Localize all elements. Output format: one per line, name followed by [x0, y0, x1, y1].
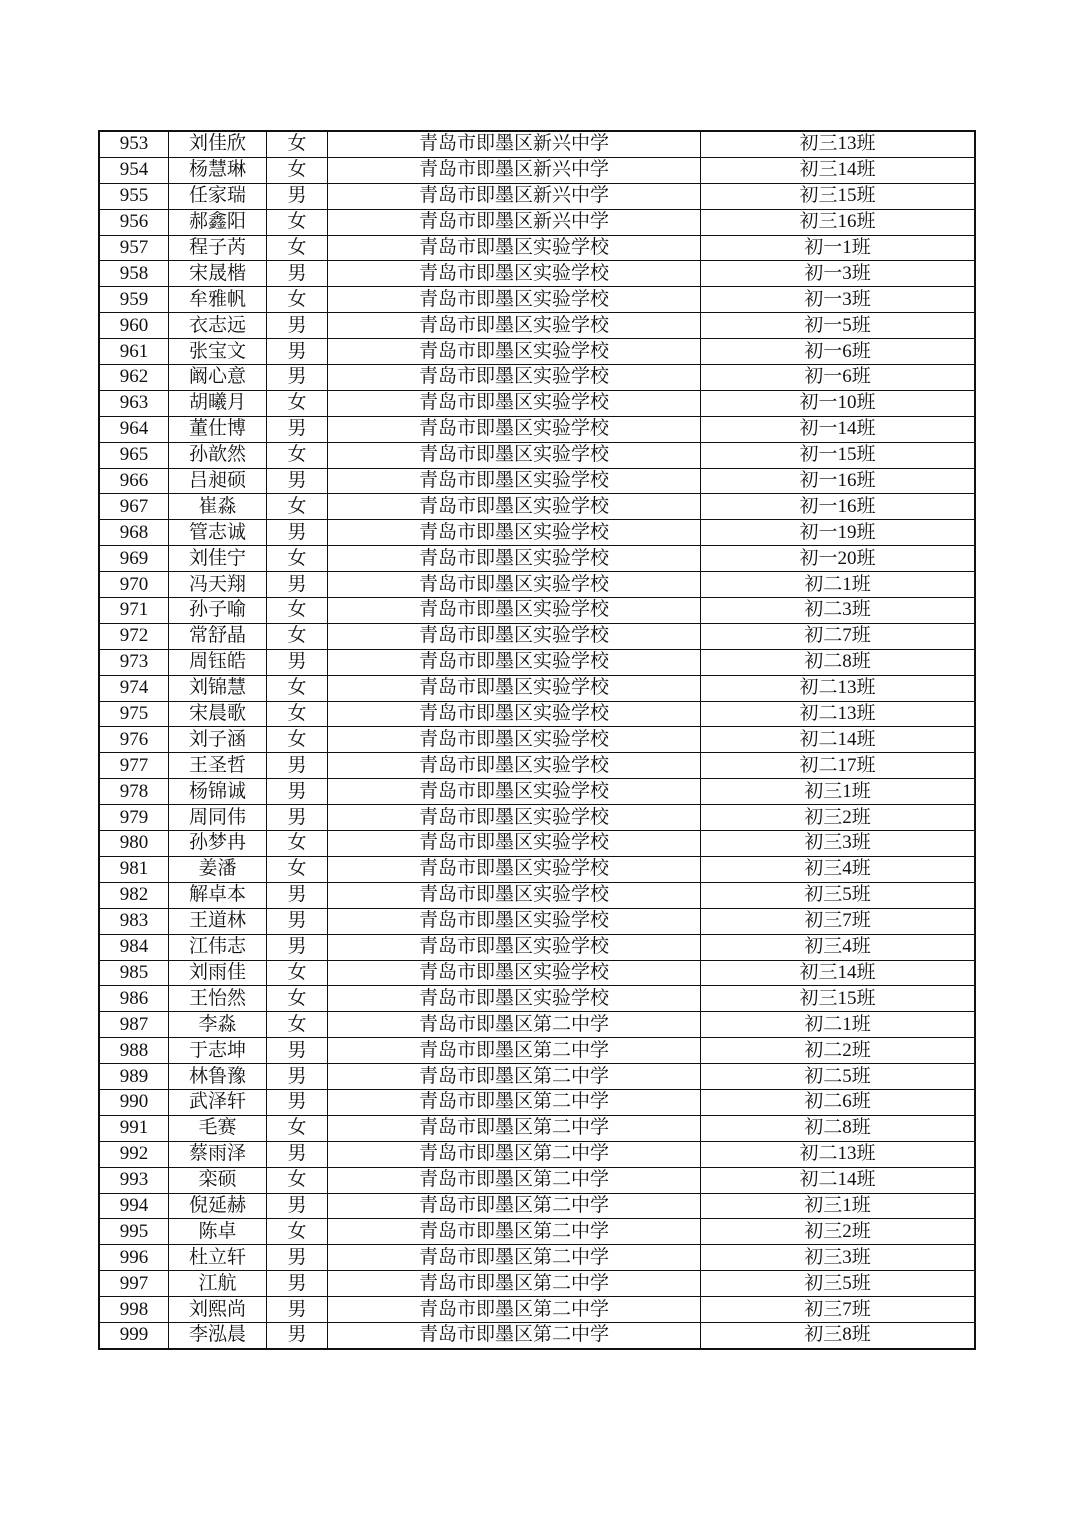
cell-class: 初三3班 — [701, 831, 976, 857]
cell-gender: 女 — [267, 1115, 328, 1141]
cell-class: 初二6班 — [701, 1089, 976, 1115]
cell-gender: 女 — [267, 856, 328, 882]
cell-number: 976 — [99, 727, 169, 753]
cell-number: 993 — [99, 1167, 169, 1193]
cell-school: 青岛市即墨区第二中学 — [328, 1322, 701, 1348]
cell-name: 刘佳欣 — [169, 131, 267, 157]
table-row — [99, 675, 975, 701]
cell-school: 青岛市即墨区第二中学 — [328, 1141, 701, 1167]
cell-school: 青岛市即墨区新兴中学 — [328, 209, 701, 235]
cell-gender: 男 — [267, 520, 328, 546]
cell-school: 青岛市即墨区实验学校 — [328, 442, 701, 468]
cell-name: 程子芮 — [169, 235, 267, 261]
cell-name: 倪延赫 — [169, 1193, 267, 1219]
cell-name: 任家瑞 — [169, 183, 267, 209]
table-row — [99, 1297, 975, 1323]
cell-name: 刘锦慧 — [169, 675, 267, 701]
cell-gender: 女 — [267, 986, 328, 1012]
table-row — [99, 882, 975, 908]
table-row — [99, 1219, 975, 1245]
table-row — [99, 1012, 975, 1038]
cell-number: 958 — [99, 261, 169, 287]
cell-gender: 男 — [267, 339, 328, 365]
cell-number: 953 — [99, 131, 169, 157]
cell-class: 初三1班 — [701, 779, 976, 805]
cell-school: 青岛市即墨区第二中学 — [328, 1115, 701, 1141]
cell-gender: 女 — [267, 390, 328, 416]
cell-name: 刘子涵 — [169, 727, 267, 753]
cell-school: 青岛市即墨区实验学校 — [328, 934, 701, 960]
cell-name: 杨慧琳 — [169, 157, 267, 183]
cell-number: 975 — [99, 701, 169, 727]
cell-name: 李泓晨 — [169, 1322, 267, 1348]
cell-name: 武泽轩 — [169, 1089, 267, 1115]
table-row — [99, 494, 975, 520]
cell-school: 青岛市即墨区实验学校 — [328, 520, 701, 546]
cell-gender: 女 — [267, 831, 328, 857]
cell-gender: 女 — [267, 546, 328, 572]
table-row — [99, 831, 975, 857]
cell-number: 981 — [99, 856, 169, 882]
cell-gender: 男 — [267, 1271, 328, 1297]
cell-number: 977 — [99, 753, 169, 779]
cell-number: 957 — [99, 235, 169, 261]
cell-class: 初二3班 — [701, 598, 976, 624]
cell-school: 青岛市即墨区实验学校 — [328, 986, 701, 1012]
cell-name: 管志诚 — [169, 520, 267, 546]
table-row — [99, 1271, 975, 1297]
cell-number: 955 — [99, 183, 169, 209]
cell-school: 青岛市即墨区第二中学 — [328, 1167, 701, 1193]
cell-gender: 男 — [267, 805, 328, 831]
cell-gender: 男 — [267, 1297, 328, 1323]
cell-school: 青岛市即墨区实验学校 — [328, 779, 701, 805]
cell-class: 初二14班 — [701, 727, 976, 753]
cell-gender: 女 — [267, 1012, 328, 1038]
cell-name: 李淼 — [169, 1012, 267, 1038]
table-row — [99, 339, 975, 365]
cell-school: 青岛市即墨区实验学校 — [328, 856, 701, 882]
table-row — [99, 1141, 975, 1167]
cell-gender: 男 — [267, 416, 328, 442]
cell-class: 初二7班 — [701, 623, 976, 649]
cell-class: 初一16班 — [701, 468, 976, 494]
cell-name: 崔淼 — [169, 494, 267, 520]
cell-name: 蔡雨泽 — [169, 1141, 267, 1167]
cell-name: 解卓本 — [169, 882, 267, 908]
cell-school: 青岛市即墨区实验学校 — [328, 390, 701, 416]
table-row — [99, 572, 975, 598]
cell-name: 胡曦月 — [169, 390, 267, 416]
cell-class: 初二2班 — [701, 1038, 976, 1064]
cell-class: 初二13班 — [701, 675, 976, 701]
cell-school: 青岛市即墨区实验学校 — [328, 339, 701, 365]
cell-name: 毛赛 — [169, 1115, 267, 1141]
cell-class: 初二14班 — [701, 1167, 976, 1193]
cell-class: 初二1班 — [701, 572, 976, 598]
cell-school: 青岛市即墨区第二中学 — [328, 1012, 701, 1038]
cell-gender: 男 — [267, 261, 328, 287]
table-row — [99, 287, 975, 313]
cell-school: 青岛市即墨区实验学校 — [328, 908, 701, 934]
cell-gender: 女 — [267, 727, 328, 753]
cell-class: 初一6班 — [701, 339, 976, 365]
cell-name: 吕昶硕 — [169, 468, 267, 494]
cell-name: 刘熙尚 — [169, 1297, 267, 1323]
table-row — [99, 1115, 975, 1141]
cell-name: 于志坤 — [169, 1038, 267, 1064]
cell-class: 初一14班 — [701, 416, 976, 442]
cell-class: 初二17班 — [701, 753, 976, 779]
cell-number: 965 — [99, 442, 169, 468]
cell-name: 王怡然 — [169, 986, 267, 1012]
cell-school: 青岛市即墨区新兴中学 — [328, 157, 701, 183]
cell-school: 青岛市即墨区实验学校 — [328, 416, 701, 442]
cell-gender: 男 — [267, 365, 328, 391]
cell-class: 初一20班 — [701, 546, 976, 572]
cell-gender: 男 — [267, 1193, 328, 1219]
table-row — [99, 856, 975, 882]
cell-class: 初一16班 — [701, 494, 976, 520]
cell-class: 初二13班 — [701, 1141, 976, 1167]
cell-school: 青岛市即墨区实验学校 — [328, 831, 701, 857]
cell-school: 青岛市即墨区第二中学 — [328, 1193, 701, 1219]
cell-name: 陈卓 — [169, 1219, 267, 1245]
cell-number: 961 — [99, 339, 169, 365]
cell-name: 刘雨佳 — [169, 960, 267, 986]
cell-number: 956 — [99, 209, 169, 235]
table-row — [99, 131, 975, 157]
cell-class: 初二5班 — [701, 1064, 976, 1090]
cell-gender: 男 — [267, 1038, 328, 1064]
cell-gender: 男 — [267, 313, 328, 339]
cell-school: 青岛市即墨区实验学校 — [328, 598, 701, 624]
cell-number: 966 — [99, 468, 169, 494]
cell-class: 初二8班 — [701, 1115, 976, 1141]
cell-name: 杨锦诚 — [169, 779, 267, 805]
cell-number: 982 — [99, 882, 169, 908]
cell-gender: 女 — [267, 287, 328, 313]
cell-school: 青岛市即墨区第二中学 — [328, 1064, 701, 1090]
cell-class: 初三8班 — [701, 1322, 976, 1348]
cell-gender: 女 — [267, 675, 328, 701]
cell-number: 980 — [99, 831, 169, 857]
table-row — [99, 1064, 975, 1090]
cell-school: 青岛市即墨区新兴中学 — [328, 131, 701, 157]
cell-class: 初一3班 — [701, 261, 976, 287]
table-body — [99, 131, 975, 1349]
cell-name: 林鲁豫 — [169, 1064, 267, 1090]
cell-number: 963 — [99, 390, 169, 416]
cell-school: 青岛市即墨区实验学校 — [328, 235, 701, 261]
cell-class: 初三1班 — [701, 1193, 976, 1219]
cell-gender: 女 — [267, 960, 328, 986]
student-list-table — [98, 130, 976, 1350]
cell-number: 972 — [99, 623, 169, 649]
table-row — [99, 779, 975, 805]
cell-number: 970 — [99, 572, 169, 598]
table-row — [99, 1089, 975, 1115]
cell-class: 初三15班 — [701, 986, 976, 1012]
cell-gender: 女 — [267, 701, 328, 727]
cell-name: 孙子喻 — [169, 598, 267, 624]
cell-school: 青岛市即墨区实验学校 — [328, 468, 701, 494]
cell-school: 青岛市即墨区实验学校 — [328, 313, 701, 339]
cell-school: 青岛市即墨区实验学校 — [328, 287, 701, 313]
table-row — [99, 313, 975, 339]
cell-number: 999 — [99, 1322, 169, 1348]
table-row — [99, 727, 975, 753]
table-row — [99, 623, 975, 649]
cell-name: 衣志远 — [169, 313, 267, 339]
cell-gender: 男 — [267, 183, 328, 209]
cell-name: 董仕博 — [169, 416, 267, 442]
cell-school: 青岛市即墨区实验学校 — [328, 494, 701, 520]
cell-class: 初一15班 — [701, 442, 976, 468]
cell-name: 王圣哲 — [169, 753, 267, 779]
cell-name: 江航 — [169, 1271, 267, 1297]
cell-class: 初三7班 — [701, 1297, 976, 1323]
cell-gender: 男 — [267, 1064, 328, 1090]
table-row — [99, 209, 975, 235]
cell-school: 青岛市即墨区实验学校 — [328, 572, 701, 598]
cell-class: 初二8班 — [701, 649, 976, 675]
cell-number: 959 — [99, 287, 169, 313]
cell-number: 996 — [99, 1245, 169, 1271]
table-row — [99, 960, 975, 986]
cell-school: 青岛市即墨区第二中学 — [328, 1219, 701, 1245]
cell-number: 969 — [99, 546, 169, 572]
cell-number: 974 — [99, 675, 169, 701]
cell-gender: 女 — [267, 1167, 328, 1193]
table-row — [99, 183, 975, 209]
cell-name: 孙梦冉 — [169, 831, 267, 857]
cell-school: 青岛市即墨区实验学校 — [328, 649, 701, 675]
cell-name: 刘佳宁 — [169, 546, 267, 572]
cell-school: 青岛市即墨区实验学校 — [328, 365, 701, 391]
cell-gender: 女 — [267, 623, 328, 649]
cell-school: 青岛市即墨区实验学校 — [328, 960, 701, 986]
cell-number: 983 — [99, 908, 169, 934]
table-row — [99, 157, 975, 183]
cell-class: 初一3班 — [701, 287, 976, 313]
cell-school: 青岛市即墨区实验学校 — [328, 805, 701, 831]
table-row — [99, 1167, 975, 1193]
cell-class: 初三5班 — [701, 882, 976, 908]
cell-school: 青岛市即墨区新兴中学 — [328, 183, 701, 209]
table-row — [99, 365, 975, 391]
cell-name: 江伟志 — [169, 934, 267, 960]
table-row — [99, 649, 975, 675]
table-row — [99, 546, 975, 572]
cell-school: 青岛市即墨区实验学校 — [328, 546, 701, 572]
table-row — [99, 235, 975, 261]
cell-number: 990 — [99, 1089, 169, 1115]
cell-gender: 男 — [267, 908, 328, 934]
cell-school: 青岛市即墨区实验学校 — [328, 261, 701, 287]
cell-class: 初三16班 — [701, 209, 976, 235]
cell-gender: 男 — [267, 1322, 328, 1348]
cell-name: 宋晟楷 — [169, 261, 267, 287]
cell-class: 初三4班 — [701, 934, 976, 960]
cell-number: 978 — [99, 779, 169, 805]
cell-gender: 男 — [267, 882, 328, 908]
cell-class: 初三2班 — [701, 1219, 976, 1245]
cell-number: 973 — [99, 649, 169, 675]
cell-name: 周钰皓 — [169, 649, 267, 675]
cell-gender: 男 — [267, 1245, 328, 1271]
cell-number: 985 — [99, 960, 169, 986]
cell-school: 青岛市即墨区实验学校 — [328, 727, 701, 753]
cell-name: 栾硕 — [169, 1167, 267, 1193]
cell-number: 991 — [99, 1115, 169, 1141]
table-row — [99, 1245, 975, 1271]
cell-class: 初三7班 — [701, 908, 976, 934]
cell-class: 初三13班 — [701, 131, 976, 157]
cell-gender: 男 — [267, 468, 328, 494]
table-row — [99, 1193, 975, 1219]
cell-school: 青岛市即墨区实验学校 — [328, 753, 701, 779]
cell-school: 青岛市即墨区第二中学 — [328, 1089, 701, 1115]
cell-gender: 女 — [267, 494, 328, 520]
cell-school: 青岛市即墨区第二中学 — [328, 1038, 701, 1064]
cell-school: 青岛市即墨区实验学校 — [328, 675, 701, 701]
cell-number: 995 — [99, 1219, 169, 1245]
cell-gender: 女 — [267, 209, 328, 235]
table-row — [99, 390, 975, 416]
table-row — [99, 468, 975, 494]
table-row — [99, 416, 975, 442]
cell-gender: 男 — [267, 1089, 328, 1115]
cell-name: 杜立轩 — [169, 1245, 267, 1271]
cell-number: 987 — [99, 1012, 169, 1038]
cell-gender: 男 — [267, 753, 328, 779]
cell-gender: 男 — [267, 779, 328, 805]
table-row — [99, 1322, 975, 1348]
cell-class: 初三4班 — [701, 856, 976, 882]
cell-name: 郝鑫阳 — [169, 209, 267, 235]
cell-gender: 男 — [267, 649, 328, 675]
table-row — [99, 753, 975, 779]
cell-gender: 女 — [267, 131, 328, 157]
cell-number: 964 — [99, 416, 169, 442]
cell-name: 牟雅帆 — [169, 287, 267, 313]
cell-number: 967 — [99, 494, 169, 520]
table-row — [99, 986, 975, 1012]
cell-number: 968 — [99, 520, 169, 546]
cell-class: 初一5班 — [701, 313, 976, 339]
cell-school: 青岛市即墨区实验学校 — [328, 882, 701, 908]
cell-name: 王道林 — [169, 908, 267, 934]
cell-name: 宋晨歌 — [169, 701, 267, 727]
table-row — [99, 934, 975, 960]
cell-class: 初二13班 — [701, 701, 976, 727]
cell-gender: 男 — [267, 934, 328, 960]
cell-class: 初三2班 — [701, 805, 976, 831]
cell-class: 初三14班 — [701, 157, 976, 183]
cell-number: 962 — [99, 365, 169, 391]
cell-number: 988 — [99, 1038, 169, 1064]
table-row — [99, 442, 975, 468]
cell-class: 初一10班 — [701, 390, 976, 416]
cell-number: 986 — [99, 986, 169, 1012]
cell-number: 989 — [99, 1064, 169, 1090]
cell-class: 初三15班 — [701, 183, 976, 209]
cell-gender: 女 — [267, 442, 328, 468]
cell-name: 冯天翔 — [169, 572, 267, 598]
cell-class: 初一1班 — [701, 235, 976, 261]
cell-number: 994 — [99, 1193, 169, 1219]
table-row — [99, 701, 975, 727]
cell-name: 周同伟 — [169, 805, 267, 831]
cell-number: 998 — [99, 1297, 169, 1323]
cell-school: 青岛市即墨区第二中学 — [328, 1297, 701, 1323]
cell-school: 青岛市即墨区第二中学 — [328, 1271, 701, 1297]
cell-name: 常舒晶 — [169, 623, 267, 649]
cell-number: 984 — [99, 934, 169, 960]
cell-name: 姜潘 — [169, 856, 267, 882]
cell-class: 初三5班 — [701, 1271, 976, 1297]
cell-class: 初一6班 — [701, 365, 976, 391]
cell-gender: 女 — [267, 598, 328, 624]
cell-class: 初一19班 — [701, 520, 976, 546]
cell-school: 青岛市即墨区实验学校 — [328, 623, 701, 649]
table-row — [99, 1038, 975, 1064]
cell-school: 青岛市即墨区第二中学 — [328, 1245, 701, 1271]
cell-gender: 男 — [267, 572, 328, 598]
cell-number: 979 — [99, 805, 169, 831]
cell-number: 997 — [99, 1271, 169, 1297]
cell-gender: 女 — [267, 1219, 328, 1245]
table-row — [99, 805, 975, 831]
cell-class: 初二1班 — [701, 1012, 976, 1038]
cell-name: 孙歆然 — [169, 442, 267, 468]
cell-class: 初三14班 — [701, 960, 976, 986]
table-row — [99, 261, 975, 287]
cell-number: 992 — [99, 1141, 169, 1167]
cell-number: 971 — [99, 598, 169, 624]
cell-gender: 男 — [267, 1141, 328, 1167]
cell-name: 张宝文 — [169, 339, 267, 365]
cell-class: 初三3班 — [701, 1245, 976, 1271]
table-row — [99, 598, 975, 624]
table-row — [99, 520, 975, 546]
cell-gender: 女 — [267, 235, 328, 261]
cell-school: 青岛市即墨区实验学校 — [328, 701, 701, 727]
cell-number: 960 — [99, 313, 169, 339]
cell-name: 阚心意 — [169, 365, 267, 391]
cell-number: 954 — [99, 157, 169, 183]
table-row — [99, 908, 975, 934]
cell-gender: 女 — [267, 157, 328, 183]
